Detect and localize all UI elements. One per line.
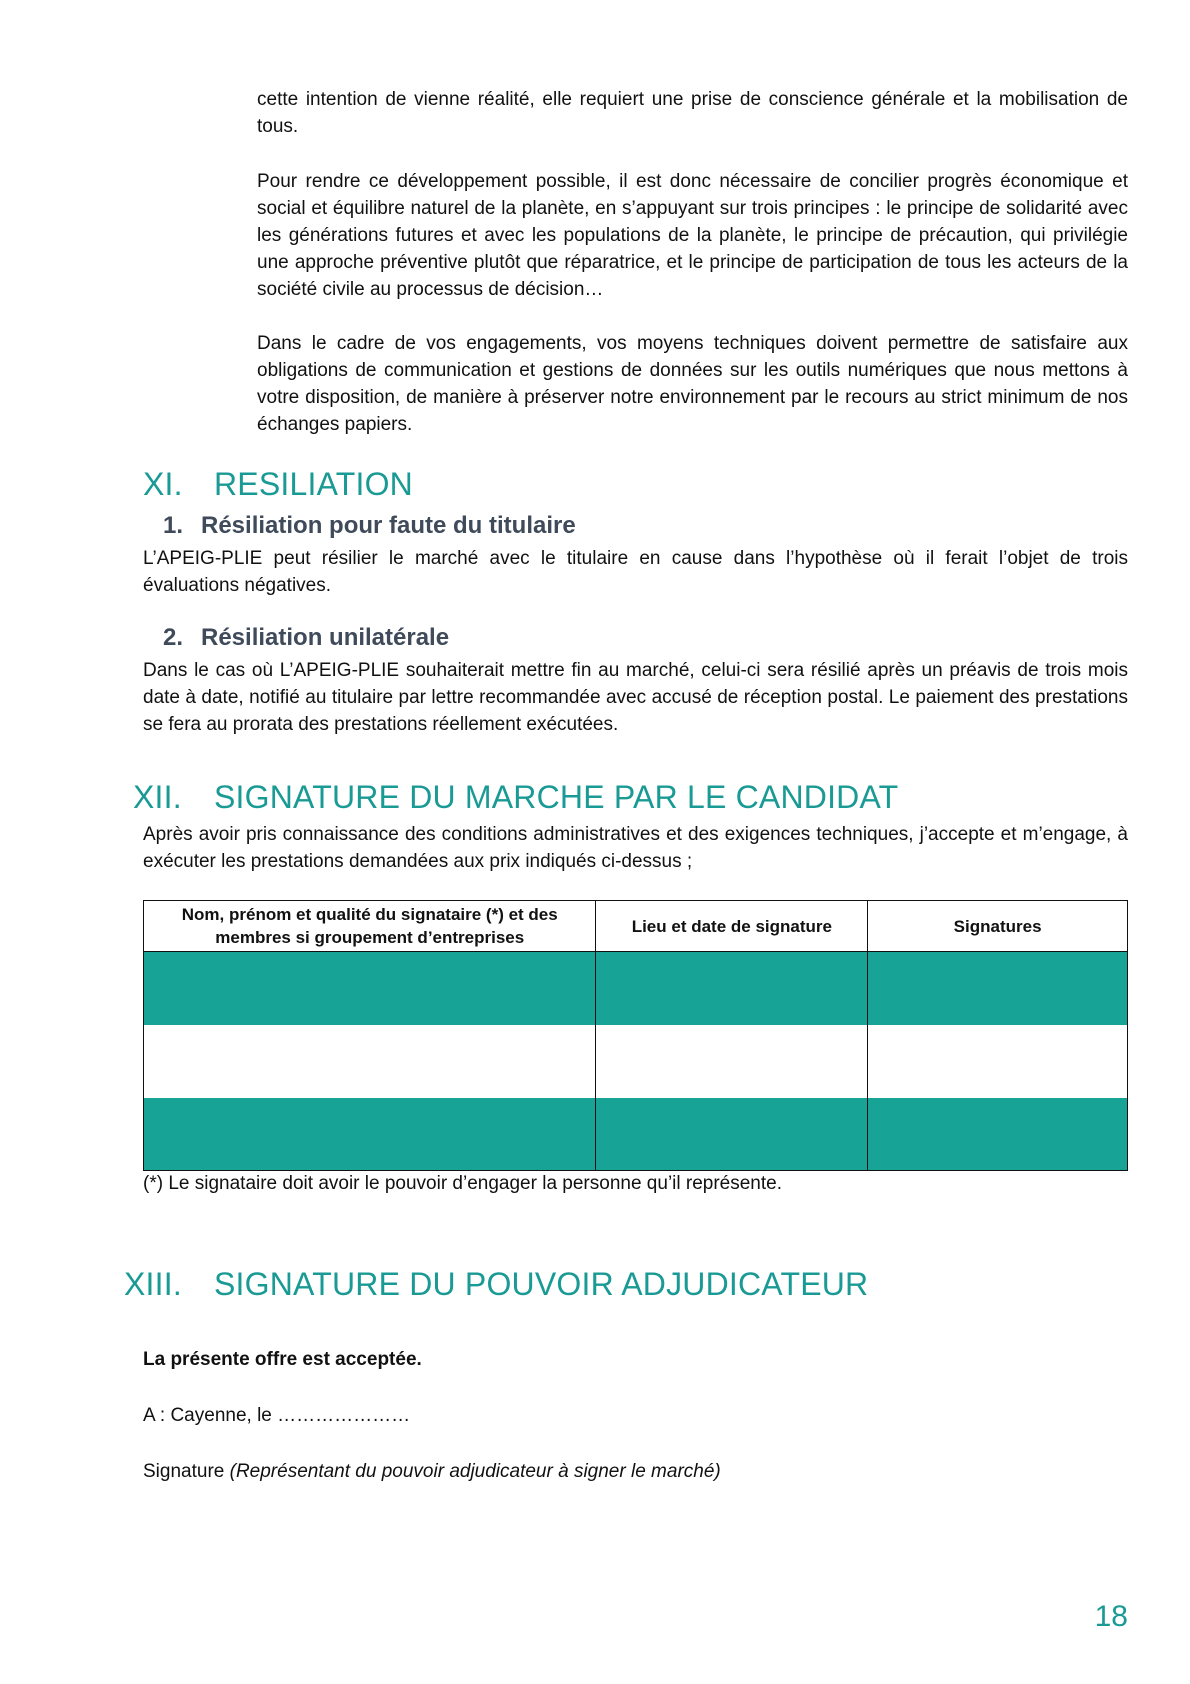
signature-table <box>143 900 1128 1171</box>
subheading-number: 1. <box>163 512 184 539</box>
signature-cell[interactable] <box>868 1025 1128 1098</box>
intro-paragraph-3: Dans le cadre de vos engagements, vos moyens techniques doivent permettre de satisfaire aux obligations de communication et gestions de données sur les outils numériques que nous mettons à votre disposition, de manière à préserver notre environnement par le recours au strict minimum de nos échanges papiers. <box>257 333 1128 435</box>
section-number: XIII. <box>124 1266 182 1302</box>
subheading-resiliation-unilaterale <box>163 624 449 652</box>
signature-label: Signature <box>143 1461 225 1482</box>
subheading-title: Résiliation pour faute du titulaire <box>201 512 576 539</box>
signature-cell[interactable] <box>868 952 1128 1025</box>
table-row <box>144 952 1128 1025</box>
lieu-date-cell[interactable] <box>596 952 868 1025</box>
signature-cell[interactable] <box>868 1098 1128 1171</box>
lieu-date-cell[interactable] <box>596 1098 868 1171</box>
signataire-cell[interactable] <box>144 1098 596 1171</box>
subheading-resiliation-faute <box>163 512 576 540</box>
place-date-line: A : Cayenne, le ………………… <box>143 1405 411 1426</box>
intro-paragraph-2: Pour rendre ce développement possible, il est donc nécessaire de concilier progrès économique et social et équilibre naturel de la planète, en s’appuyant sur trois principes : le principe de solidarité avec les générations futures et avec les populations de la planète, le principe de précaution, qui privilégie une approche préventive plutôt que réparatrice, et le principe de participation de tous les acteurs de la société civile au processus de décision… <box>257 171 1128 300</box>
subheading-title: Résiliation unilatérale <box>201 624 450 651</box>
section-number: XI. <box>143 466 183 502</box>
table-header-row <box>144 901 1128 952</box>
signature-candidat-text: Après avoir pris connaissance des conditions administratives et des exigences techniques, j’accepte et m’engage, à exécuter les prestations demandées aux prix indiqués ci-dessus ; <box>143 824 1128 872</box>
section-title: RESILIATION <box>214 466 413 502</box>
resiliation-unilaterale-text: Dans le cas où L’APEIG-PLIE souhaiterait mettre fin au marché, celui-ci sera résilié après un préavis de trois mois date à date, notifié au titulaire par lettre recommandée avec accusé de réception postal. Le paiement des prestations se fera au prorata des prestations réellement exécutées. <box>143 660 1128 735</box>
signature-note: (Représentant du pouvoir adjudicateur à signer le marché) <box>229 1461 721 1482</box>
page-number: 18 <box>1094 1600 1128 1633</box>
section-heading-signature-candidat <box>133 779 899 816</box>
signataire-cell[interactable] <box>144 1025 596 1098</box>
section-number: XII. <box>133 779 182 815</box>
table-row <box>144 1025 1128 1098</box>
intro-paragraph-1: cette intention de vienne réalité, elle requiert une prise de conscience générale et la mobilisation de tous. <box>257 89 1128 137</box>
column-header-signatures: Signatures <box>868 901 1128 952</box>
signature-line <box>143 1458 1128 1485</box>
lieu-date-cell[interactable] <box>596 1025 868 1098</box>
section-title: SIGNATURE DU POUVOIR ADJUDICATEUR <box>214 1266 869 1302</box>
section-heading-resiliation <box>143 466 413 503</box>
table-footnote: (*) Le signataire doit avoir le pouvoir d’engager la personne qu’il représente. <box>143 1173 782 1194</box>
offer-accepted-text: La présente offre est acceptée. <box>143 1349 422 1370</box>
section-title: SIGNATURE DU MARCHE PAR LE CANDIDAT <box>214 779 899 815</box>
subheading-number: 2. <box>163 624 184 651</box>
column-header-lieu-date: Lieu et date de signature <box>596 901 868 952</box>
column-header-signataire: Nom, prénom et qualité du signataire (*) et des membres si groupement d’entreprises <box>144 901 596 952</box>
table-row <box>144 1098 1128 1171</box>
signataire-cell[interactable] <box>144 952 596 1025</box>
section-heading-signature-pouvoir <box>124 1266 869 1303</box>
resiliation-faute-text: L’APEIG-PLIE peut résilier le marché avec le titulaire en cause dans l’hypothèse où il ferait l’objet de trois évaluations négatives. <box>143 548 1128 596</box>
